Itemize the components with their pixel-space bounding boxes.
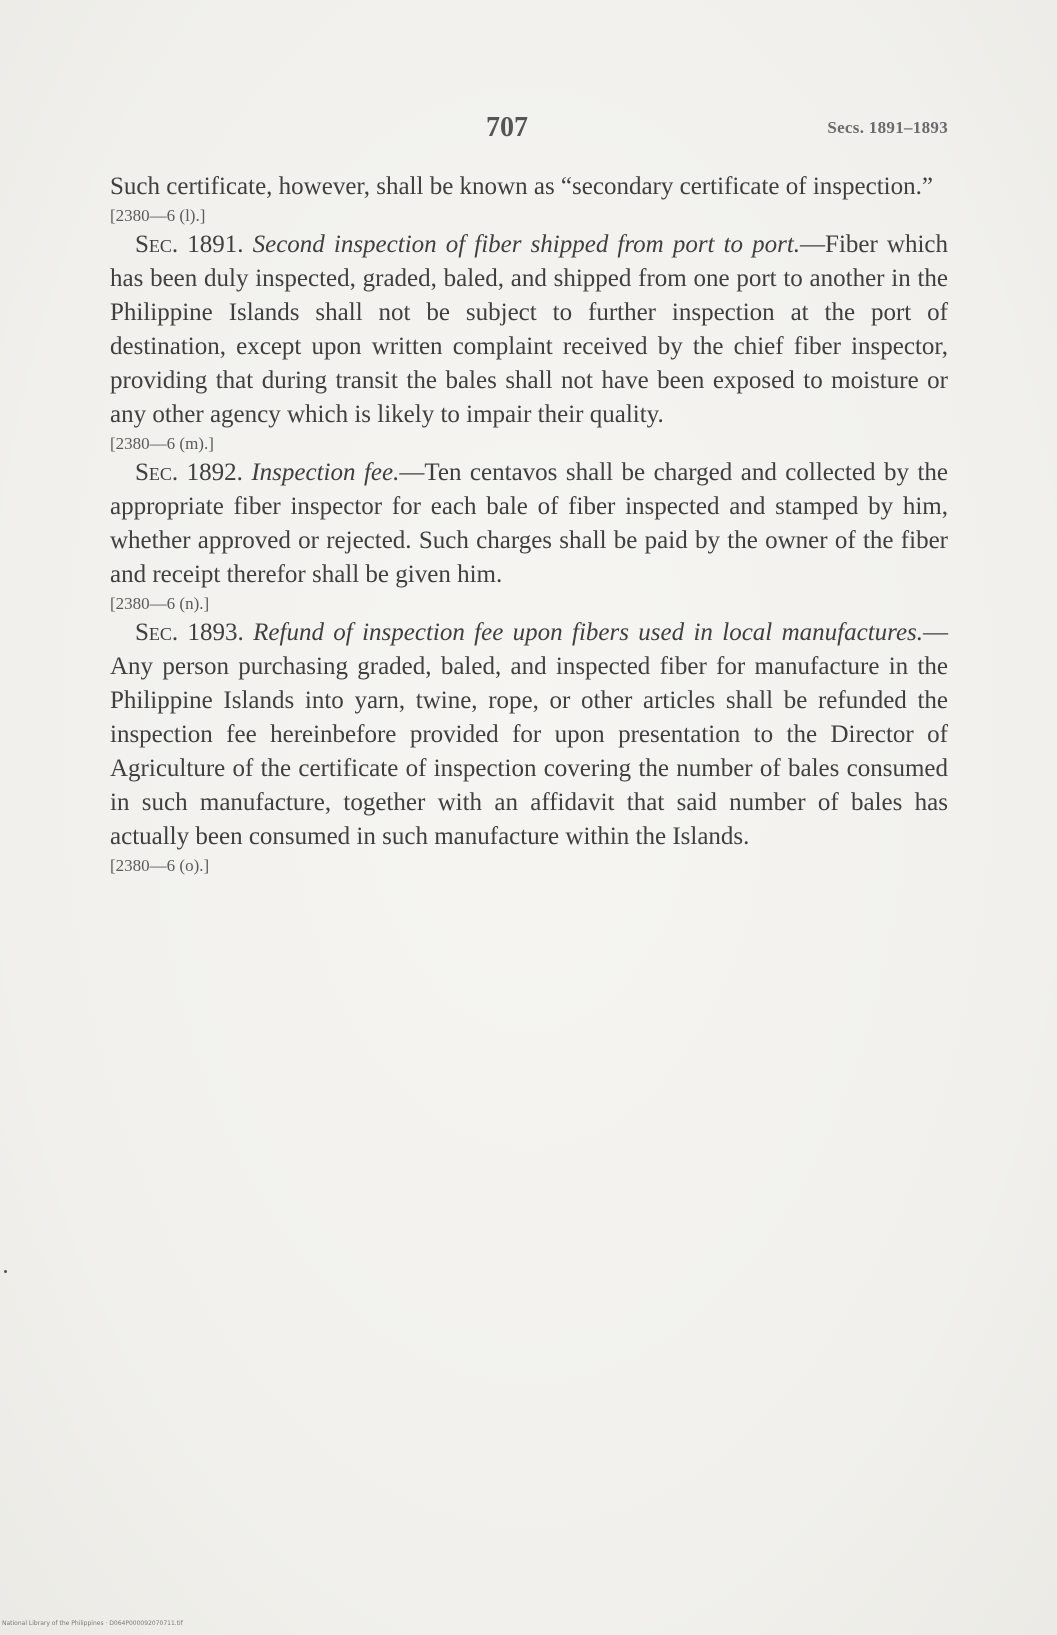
continuation-paragraph: Such certificate, however, shall be known as “secondary certificate of inspection.” bbox=[110, 173, 933, 200]
section-title: Inspection fee. bbox=[251, 459, 400, 486]
document-body bbox=[110, 170, 948, 878]
section-label: Sec. 1893. bbox=[135, 619, 244, 646]
section-label: Sec. 1891. bbox=[135, 231, 244, 258]
section-title: Second inspection of fiber shipped from port to port. bbox=[252, 231, 801, 258]
citation: [2380—6 (n).] bbox=[110, 594, 210, 613]
section-text: —Any person purchasing graded, baled, and inspected fiber for manufacture in the Philippine Islands into yarn, twine, rope, or other articles shall be refunded the inspection fee hereinbefore provided for upon presentation to the Director of Agriculture of the certificate of inspection covering the number of bales consumed in such manufacture, together with an affidavit that said number of bales has actually been consumed in such manufacture within the Islands. bbox=[110, 619, 949, 850]
section-1892 bbox=[110, 456, 948, 592]
section-title: Refund of inspection fee upon fibers used in local manufactures. bbox=[253, 619, 924, 646]
page-header bbox=[110, 112, 948, 152]
section-1893 bbox=[110, 616, 948, 854]
scan-footer: National Library of the Philippines · D064P000092070711.tif bbox=[2, 1620, 183, 1627]
section-text: —Ten centavos shall be charged and collected by the appropriate fiber inspector for each bale of fiber inspected and stamped by him, whether approved or rejected. Such charges shall be paid by the owner of the fiber and receipt therefor shall be given him. bbox=[110, 459, 949, 588]
running-head: Secs. 1891–1893 bbox=[827, 118, 948, 137]
section-1891 bbox=[110, 228, 948, 432]
citation: [2380—6 (o).] bbox=[110, 856, 210, 875]
citation: [2380—6 (l).] bbox=[110, 206, 206, 225]
scan-speck bbox=[4, 1270, 7, 1273]
section-text: —Fiber which has been duly inspected, graded, baled, and shipped from one port to another in the Philippine Islands shall not be subject to further inspection at the port of destination, except upon written complaint received by the chief fiber inspector, providing that during transit the bales shall not have been exposed to moisture or any other agency which is likely to impair their quality. bbox=[110, 231, 949, 428]
section-label: Sec. 1892. bbox=[135, 459, 243, 486]
page-number: 707 bbox=[486, 112, 528, 143]
citation: [2380—6 (m).] bbox=[110, 434, 214, 453]
